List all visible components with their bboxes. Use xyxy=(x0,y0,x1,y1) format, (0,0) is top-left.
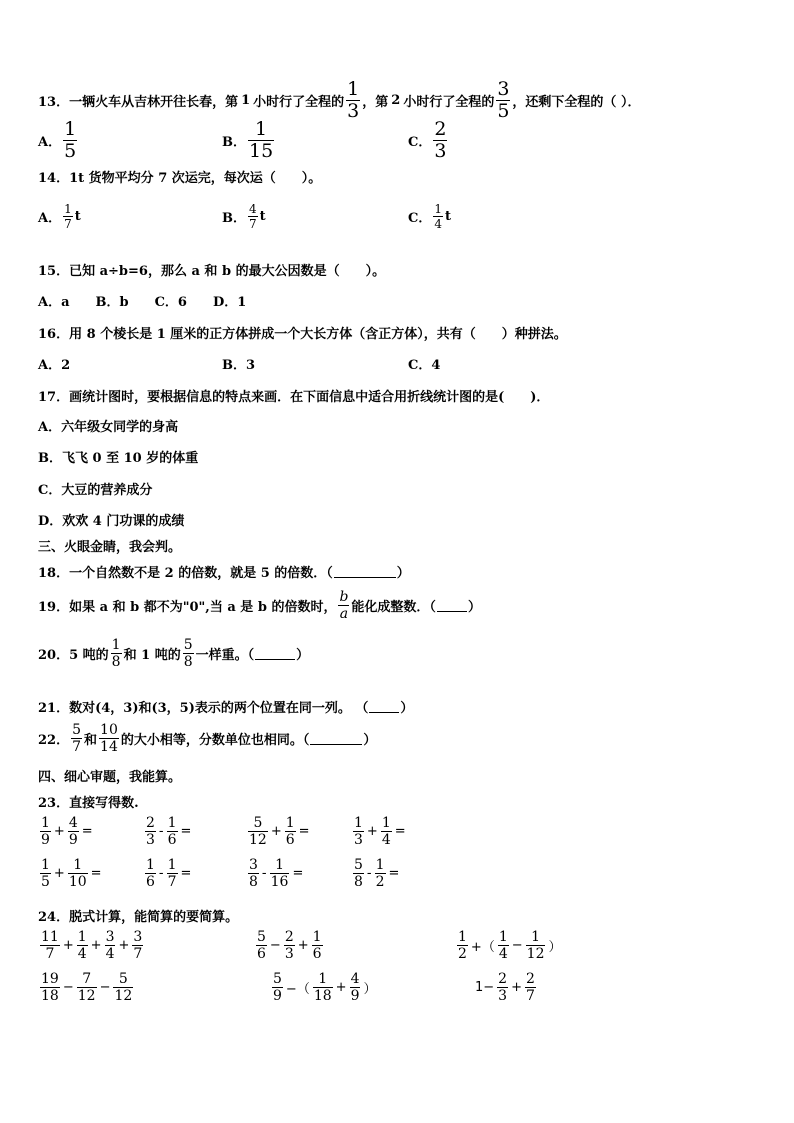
fraction: $\frac{7}{12}$ xyxy=(77,971,96,1004)
fraction: $\frac{11}{7}$ xyxy=(41,929,59,962)
fraction: $\frac{1}{6}$ xyxy=(285,815,295,848)
question-19: 19．如果 a 和 b 都不为"0",当 a 是 b 的倍数时， $\frac{b}{a}$ 能化成整数．（ ） xyxy=(38,589,481,622)
q13-option-b[interactable]: B． $\frac{1}{15}$ xyxy=(222,118,274,162)
operator: + xyxy=(90,938,102,953)
operator: + xyxy=(62,938,74,953)
fraction: $\frac{1}{4}$ xyxy=(434,202,442,231)
question-18: 18．一个自然数不是 2 的倍数，就是 5 的倍数．（ ） xyxy=(38,566,410,581)
fraction: $\frac{3}{5}$ xyxy=(497,78,510,122)
q24-expression-1 xyxy=(38,930,145,961)
fraction: $\frac{1}{18}$ xyxy=(313,971,332,1004)
fraction: $\frac{1}{5}$ xyxy=(64,118,77,162)
fraction: $\frac{2}{7}$ xyxy=(526,971,535,1004)
q14-option-a[interactable]: A． $\frac{1}{7}$ t xyxy=(38,202,81,231)
fraction: $\frac{2}{3}$ xyxy=(284,929,294,962)
q16-option-b[interactable]: B．3 xyxy=(222,358,256,373)
q15-options[interactable]: A．a B．b C．6 D．1 xyxy=(38,295,247,310)
fraction: $\frac{1}{7}$ xyxy=(167,857,177,890)
q17-option-a[interactable]: A．六年级女同学的身高 xyxy=(38,420,179,435)
fraction: $\frac{2}{3}$ xyxy=(146,815,155,848)
fraction: $\frac{5}{12}$ xyxy=(249,815,267,848)
fraction: $\frac{1}{4}$ xyxy=(381,815,391,848)
fraction: $\frac{5}{12}$ xyxy=(114,971,133,1004)
operator: ） xyxy=(548,940,562,955)
question-14: 14．1t 货物平均分 7 次运完，每次运（ ）。 xyxy=(38,171,322,186)
q24-expression-6 xyxy=(474,972,538,1003)
q14-option-b[interactable]: B． $\frac{4}{7}$ t xyxy=(222,202,266,231)
mental-math-item[interactable] xyxy=(246,816,311,847)
fraction: $\frac{3}{7}$ xyxy=(133,929,143,962)
fraction: $\frac{4}{7}$ xyxy=(249,202,257,231)
fraction: $\frac{1}{3}$ xyxy=(347,78,360,122)
question-13 xyxy=(38,80,640,121)
q17-option-c[interactable]: C．大豆的营养成分 xyxy=(38,483,153,498)
fraction: $\frac{1}{5}$ xyxy=(41,857,50,890)
answer-blank[interactable] xyxy=(437,599,467,612)
operator: + xyxy=(118,938,130,953)
fraction: $\frac{1}{12}$ xyxy=(526,929,545,962)
fraction: $\frac{1}{4}$ xyxy=(77,929,87,962)
mental-math-item[interactable] xyxy=(143,816,192,847)
q14-option-c[interactable]: C． $\frac{1}{4}$ t xyxy=(408,202,452,231)
mental-math-item[interactable] xyxy=(351,858,400,889)
fraction: $\frac{5}{6}$ xyxy=(257,929,266,962)
q17-option-b[interactable]: B．飞飞 0 至 10 岁的体重 xyxy=(38,451,199,466)
answer-blank[interactable] xyxy=(369,700,399,713)
fraction: $\frac{10}{14}$ xyxy=(100,722,118,755)
operator: = xyxy=(180,824,192,839)
fraction: $\frac{5}{7}$ xyxy=(72,722,82,755)
operator: − xyxy=(62,980,74,995)
operator: = xyxy=(388,866,400,881)
question-16: 16．用 8 个棱长是 1 厘米的正方体拼成一个大长方体（含正方体），共有（ ）种拼法。 xyxy=(38,327,567,342)
fraction: $\frac{1}{9}$ xyxy=(41,815,50,848)
fraction: $\frac{1}{6}$ xyxy=(146,857,155,890)
answer-blank[interactable] xyxy=(334,565,396,578)
mental-math-item[interactable] xyxy=(246,858,304,889)
fraction: $\frac{19}{18}$ xyxy=(41,971,59,1004)
operator: 1− xyxy=(475,980,495,995)
fraction: $\frac{1}{2}$ xyxy=(375,857,385,890)
fraction: $\frac{3}{4}$ xyxy=(105,929,115,962)
operator: - xyxy=(158,824,164,839)
question-17: 17．画统计图时，要根据信息的特点来画．在下面信息中适合用折线统计图的是( )． xyxy=(38,390,550,405)
operator: + xyxy=(297,938,309,953)
fraction: $\frac{1}{3}$ xyxy=(354,815,363,848)
q24-expression-5 xyxy=(270,972,378,1003)
operator: + xyxy=(53,866,65,881)
fraction: $\frac{1}{6}$ xyxy=(312,929,322,962)
answer-blank[interactable] xyxy=(310,732,362,745)
operator: − xyxy=(511,938,523,953)
operator: + xyxy=(270,824,282,839)
fraction: $\frac{2}{3}$ xyxy=(498,971,508,1004)
operator: + xyxy=(53,824,65,839)
q24-expression-4 xyxy=(38,972,135,1003)
mental-math-item[interactable] xyxy=(351,816,407,847)
operator: = xyxy=(180,866,192,881)
operator: + xyxy=(511,980,522,995)
mental-math-item[interactable] xyxy=(38,858,103,889)
q13-suffix: ，还剩下全程的（ ）． xyxy=(512,95,641,110)
question-20: 20．5 吨的 $\frac{1}{8}$ 和 1 吨的 $\frac{5}{8}$ 一样重。（ ） xyxy=(38,637,310,670)
operator: + xyxy=(366,824,378,839)
operator: − xyxy=(269,938,281,953)
q24-expression-3 xyxy=(455,930,563,961)
q24-expression-2 xyxy=(254,930,325,961)
operator: − xyxy=(99,980,111,995)
operator: = xyxy=(81,824,93,839)
fraction: $\frac{1}{8}$ xyxy=(111,637,121,670)
q13-option-a[interactable]: A． $\frac{1}{5}$ xyxy=(38,118,77,162)
mental-math-item[interactable] xyxy=(38,816,94,847)
q13-hour-1: 1 xyxy=(241,93,251,108)
answer-blank[interactable] xyxy=(255,647,295,660)
fraction: $\frac{5}{8}$ xyxy=(183,637,193,670)
question-23: 23．直接写得数. xyxy=(38,796,139,811)
fraction: $\frac{4}{9}$ xyxy=(68,815,78,848)
q13-mid1: 小时行了全程的 xyxy=(253,95,345,110)
fraction: $\frac{1}{16}$ xyxy=(270,857,289,890)
question-24: 24．脱式计算，能简算的要简算。 xyxy=(38,910,239,925)
fraction: $\frac{1}{15}$ xyxy=(249,118,274,162)
operator: ） xyxy=(363,982,377,997)
q13-prefix: 13．一辆火车从吉林开往长春，第 xyxy=(38,95,239,110)
fraction: $\frac{5}{9}$ xyxy=(273,971,282,1004)
q13-hour-2: 2 xyxy=(391,93,401,108)
q17-option-d[interactable]: D．欢欢 4 门功课的成绩 xyxy=(38,514,185,529)
q13-mid2: ，第 xyxy=(362,95,389,110)
operator: + xyxy=(335,980,347,995)
fraction: $\frac{4}{9}$ xyxy=(350,971,360,1004)
operator: - xyxy=(158,866,164,881)
question-21: 21．数对(4，3)和(3，5)表示的两个位置在同一列。 （ ） xyxy=(38,701,414,716)
fraction: $\frac{5}{8}$ xyxy=(354,857,363,890)
q16-option-c[interactable]: C．4 xyxy=(408,358,441,373)
q13-option-c[interactable]: C． $\frac{2}{3}$ xyxy=(408,118,447,162)
operator: - xyxy=(261,866,267,881)
fraction: $\frac{1}{2}$ xyxy=(458,929,467,962)
q16-option-a[interactable]: A．2 xyxy=(38,358,71,373)
fraction: $\frac{1}{6}$ xyxy=(167,815,177,848)
operator: +（ xyxy=(470,940,495,955)
fraction: $\frac{b}{a}$ xyxy=(339,589,349,622)
fraction: $\frac{1}{7}$ xyxy=(64,202,72,231)
fraction: $\frac{2}{3}$ xyxy=(434,118,447,162)
operator: - xyxy=(366,866,372,881)
mental-math-item[interactable] xyxy=(143,858,192,889)
fraction: $\frac{1}{4}$ xyxy=(498,929,508,962)
fraction: $\frac{1}{10}$ xyxy=(68,857,87,890)
fraction: $\frac{3}{8}$ xyxy=(249,857,258,890)
q13-mid3: 小时行了全程的 xyxy=(403,95,495,110)
question-15: 15．已知 a÷b=6，那么 a 和 b 的最大公因数是（ ）。 xyxy=(38,264,386,279)
operator: = xyxy=(298,824,310,839)
operator: = xyxy=(292,866,304,881)
operator: = xyxy=(90,866,102,881)
section-4-heading: 四、细心审题，我能算。 xyxy=(38,770,182,785)
operator: −（ xyxy=(285,982,310,997)
section-3-heading: 三、火眼金睛，我会判。 xyxy=(38,540,182,555)
operator: = xyxy=(394,824,406,839)
question-22: 22． $\frac{5}{7}$ 和 $\frac{10}{14}$ 的大小相等，分数单位也相同。（ ） xyxy=(38,722,377,755)
